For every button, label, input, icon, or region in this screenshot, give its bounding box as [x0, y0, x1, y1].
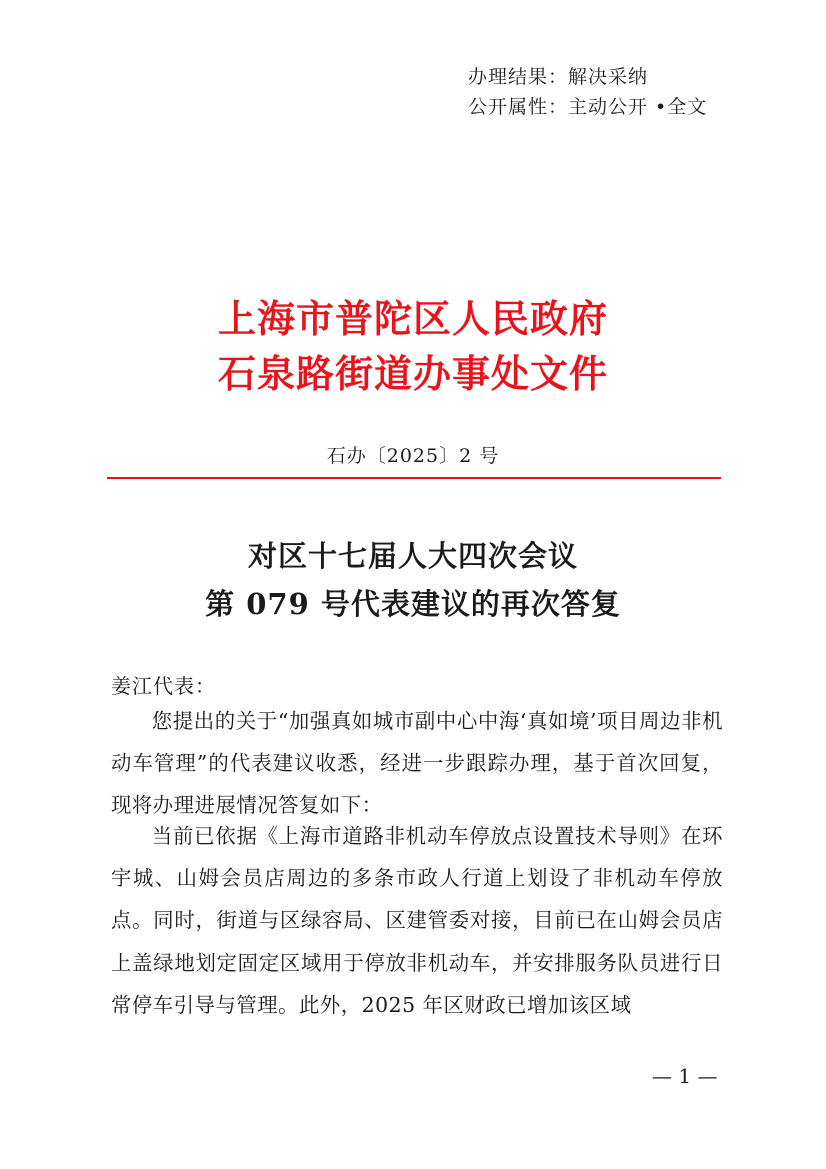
document-number: 石办〔2025〕2 号 — [326, 445, 500, 467]
page-number: — 1 — — [652, 1064, 718, 1088]
salutation: 姜江代表： — [111, 674, 216, 698]
letterhead-line-2: 石泉路街道办事处文件 — [217, 351, 608, 396]
document-title-line-2: 第 079 号代表建议的再次答复 — [205, 587, 621, 621]
red-divider — [107, 477, 721, 479]
body-paragraph: 您提出的关于“加强真如城市副中心中海‘真如境’项目周边非机动车管理”的代表建议收悉，经进一步跟踪办理，基于首次回复，现将办理进展情况答复如下： — [111, 709, 723, 818]
disclosure-attribute: 公开属性：主动公开 •全文 — [468, 96, 708, 118]
handling-result: 办理结果：解决采纳 — [468, 66, 649, 88]
letterhead-line-1: 上海市普陀区人民政府 — [217, 296, 608, 341]
document-title-line-1: 对区十七届人大四次会议 — [247, 539, 578, 573]
body-paragraph: 当前已依据《上海市道路非机动车停放点设置技术导则》在环宇城、山姆会员店周边的多条市政人行道上划设了非机动车停放点。同时，街道与区绿容局、区建管委对接，目前已在山姆会员店上盖绿地划定固定区域用于停放非机动车，并安排服务队员进行日常停车引导与管理。此外，2025 年区财政已增加该区域 — [111, 824, 723, 1017]
